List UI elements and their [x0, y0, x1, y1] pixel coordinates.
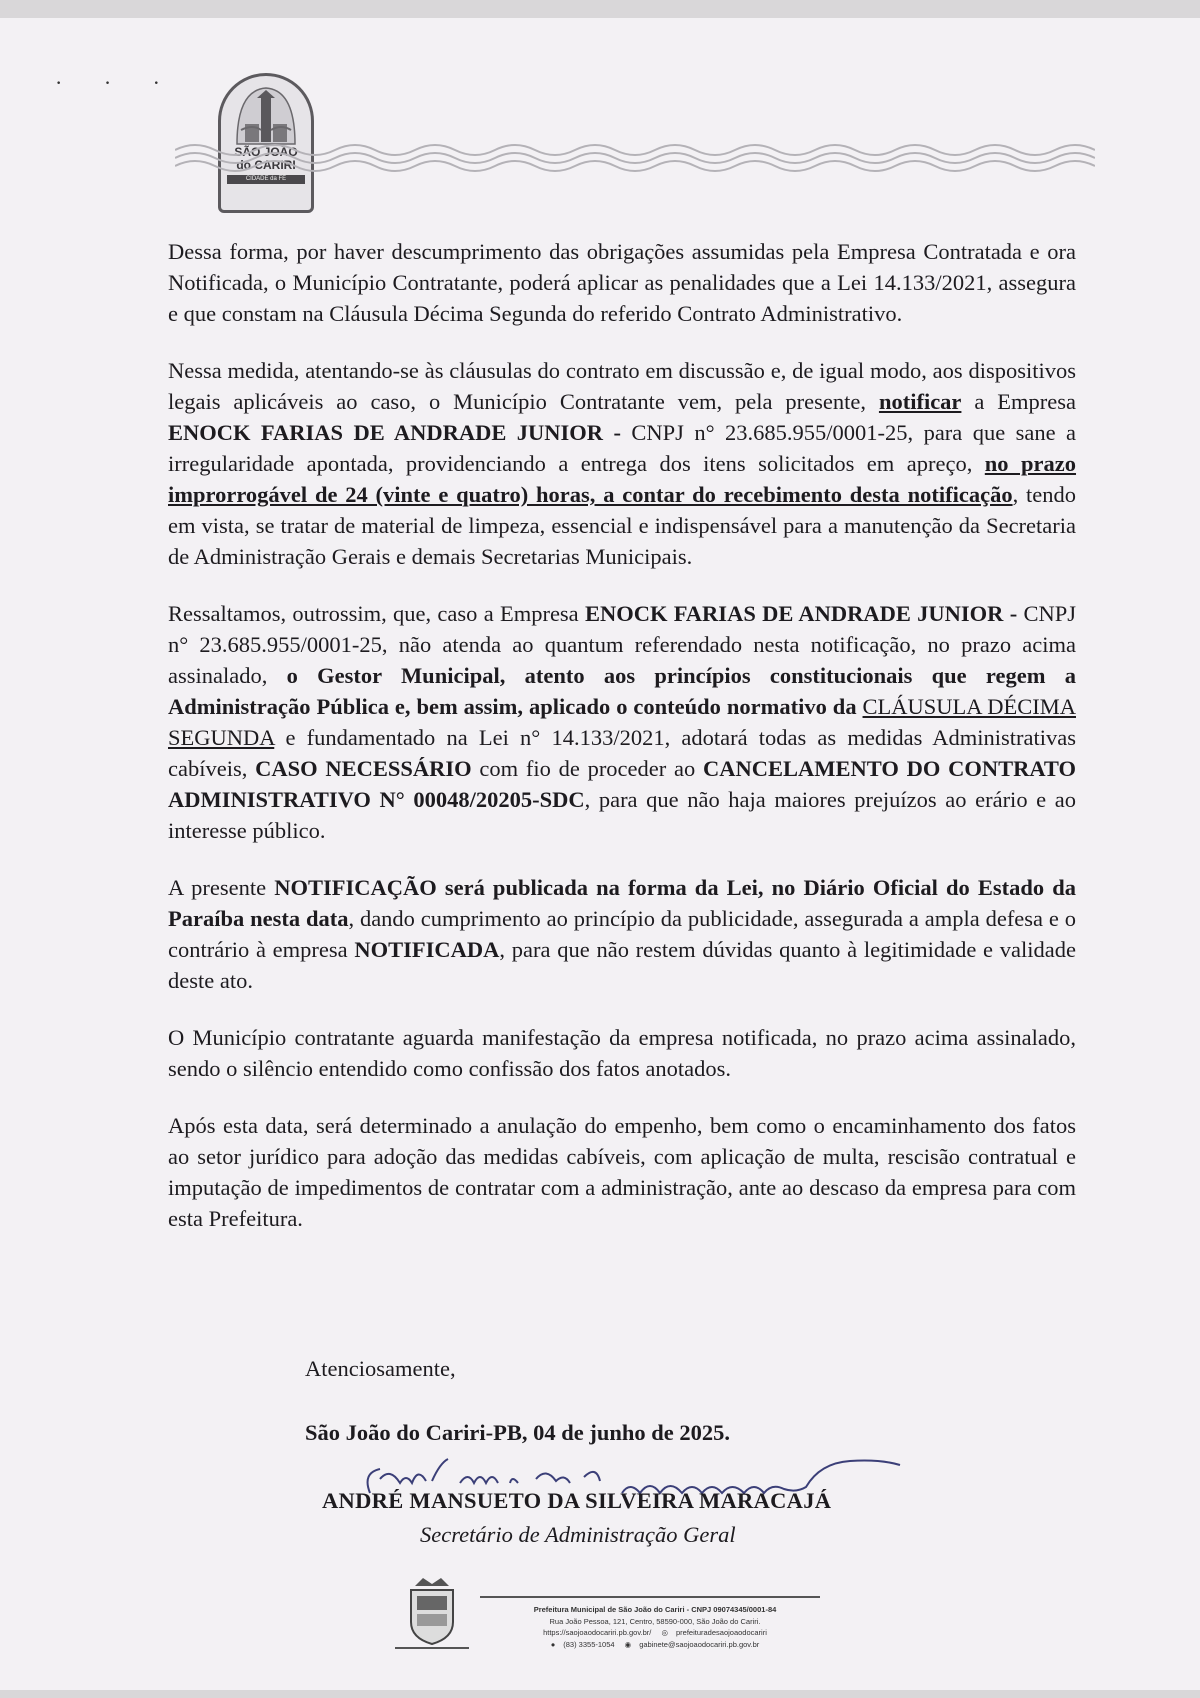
text-run: a Empresa	[961, 389, 1076, 414]
header-waves	[175, 136, 1095, 176]
logo-line-2: do CARIRI	[236, 158, 296, 172]
text-run: CNPJ n° 23.685.955/0001-25, não atenda ao quantum referendado nesta notificação, no prazo acima assinalado,	[168, 601, 1077, 688]
instagram-icon: ◎	[661, 1628, 668, 1637]
email-icon: ◉	[624, 1639, 632, 1649]
signer-name: ANDRÉ MANSUETO DA SILVEIRA MARACAJÁ	[322, 1488, 832, 1513]
text-run: Dessa forma, por haver descumprimento das obrigações assumidas pela Empresa Contratada e ora Notificada, o Município Contratante, poderá aplicar as penalidades que a Lei 14.133/2021, assegura e que constam na Cláusula Décima Segunda do referido Contrato Administrativo.	[168, 239, 1076, 326]
footer-phone[interactable]: (83) 3355-1054	[563, 1639, 615, 1649]
text-run: NOTIFICADA	[354, 937, 500, 962]
footer-website[interactable]: https://saojoaodocariri.pb.gov.br/	[543, 1628, 652, 1637]
text-run: Nessa medida, atentando-se às cláusulas do contrato em discussão e, de igual modo, aos dispositivos legais aplicáveis ao caso, o Município Contratante vem, pela presente,	[168, 358, 1076, 414]
text-run: CLÁUSULA DÉCIMA SEGUNDA	[168, 694, 1076, 750]
footer-contact	[480, 1604, 830, 1650]
paragraph-6	[168, 1110, 1076, 1234]
logo-line-1: SÃO JOÃO	[234, 145, 298, 159]
text-run: NOTIFICAÇÃO	[274, 875, 437, 900]
signer-title: Secretário de Administração Geral	[420, 1522, 736, 1547]
footer-instagram[interactable]: prefeituradesaojoaodocariri	[676, 1628, 767, 1637]
text-run	[437, 875, 445, 900]
text-run: CNPJ n° 23.685.955/0001-25, para que sane a irregularidade apontada, providenciando a entrega dos itens solicitados em apreço,	[168, 420, 1077, 476]
footer-line-2: Rua João Pessoa, 121, Centro, 58590-000, São João do Cariri.	[549, 1616, 761, 1626]
text-run: Ressaltamos, outrossim, que, caso a Empresa	[168, 601, 585, 626]
closing-text: Atenciosamente,	[305, 1356, 456, 1381]
text-run: Após esta data, será determinado a anulação do empenho, bem como o encaminhamento dos fatos ao setor jurídico para adoção das medidas cabíveis, com aplicação de multa, rescisão contratual e imputação de impedimentos de contratar com a administração, ante ao descaso da empresa para com esta Prefeitura.	[168, 1113, 1076, 1231]
paragraph-4	[168, 872, 1076, 996]
text-run: no prazo improrrogável de 24 (vinte e quatro) horas, a contar do recebimento desta notificação	[168, 451, 1077, 507]
text-run: , para que não restem dúvidas quanto à legitimidade e validade deste ato.	[168, 937, 1076, 993]
text-run: o Gestor Municipal, atento aos princípios constitucionais que regem a Administração Pública e, bem assim, aplicado o conteúdo normativo da	[168, 663, 1076, 719]
municipal-crest-icon	[393, 1576, 471, 1652]
footer-line-1: Prefeitura Municipal de São João do Cariri - CNPJ 09074345/0001-84	[533, 1605, 777, 1614]
paragraph-2	[168, 355, 1076, 572]
text-run: CASO NECESSÁRIO	[255, 756, 472, 781]
notification-body	[168, 236, 1076, 1260]
text-run: , tendo em vista, se tratar de material de limpeza, essencial e indispensável para a manutenção da Secretaria de Administração Gerais e demais Secretarias Municipais.	[168, 482, 1076, 569]
text-run: , dando cumprimento ao princípio da publicidade, assegurada a ampla defesa e o contrário à empresa	[168, 906, 1076, 962]
logo-tagline: CIDADE da FÉ	[227, 175, 305, 184]
place-date: São João do Cariri-PB, 04 de junho de 2025.	[305, 1420, 731, 1445]
text-run: O Município contratante aguarda manifestação da empresa notificada, no prazo acima assinalado, sendo o silêncio entendido como confissão dos fatos anotados.	[168, 1025, 1076, 1081]
text-run: , para que não haja maiores prejuízos ao erário e ao interesse público.	[168, 787, 1076, 843]
text-run: CANCELAMENTO DO CONTRATO ADMINISTRATIVO N° 00048/20205-SDC	[168, 756, 1077, 812]
text-run: e fundamentado na Lei n° 14.133/2021, adotará todas as medidas Administrativas cabíveis,	[168, 725, 1076, 781]
text-run: com fio de proceder ao	[471, 756, 703, 781]
signature-text: André m. da S. Maracajá	[360, 1453, 370, 1454]
text-run: será publicada na forma da Lei, no Diário Oficial do Estado da Paraíba nesta data	[168, 875, 1077, 931]
text-run: A presente	[168, 875, 275, 900]
paragraph-5	[168, 1022, 1076, 1084]
scan-marks: · · ·	[55, 70, 178, 95]
footer-email[interactable]: gabinete@saojoaodocariri.pb.gov.br	[639, 1639, 760, 1649]
whatsapp-icon: ●	[550, 1639, 556, 1649]
text-run: ENOCK FARIAS DE ANDRADE JUNIOR -	[584, 601, 1018, 626]
footer-rule	[480, 1596, 820, 1598]
text-run: ENOCK FARIAS DE ANDRADE JUNIOR -	[168, 420, 621, 445]
paragraph-3	[168, 598, 1076, 846]
text-run: notificar	[878, 389, 962, 414]
paragraph-1	[168, 236, 1076, 329]
document-page	[0, 18, 1200, 1690]
